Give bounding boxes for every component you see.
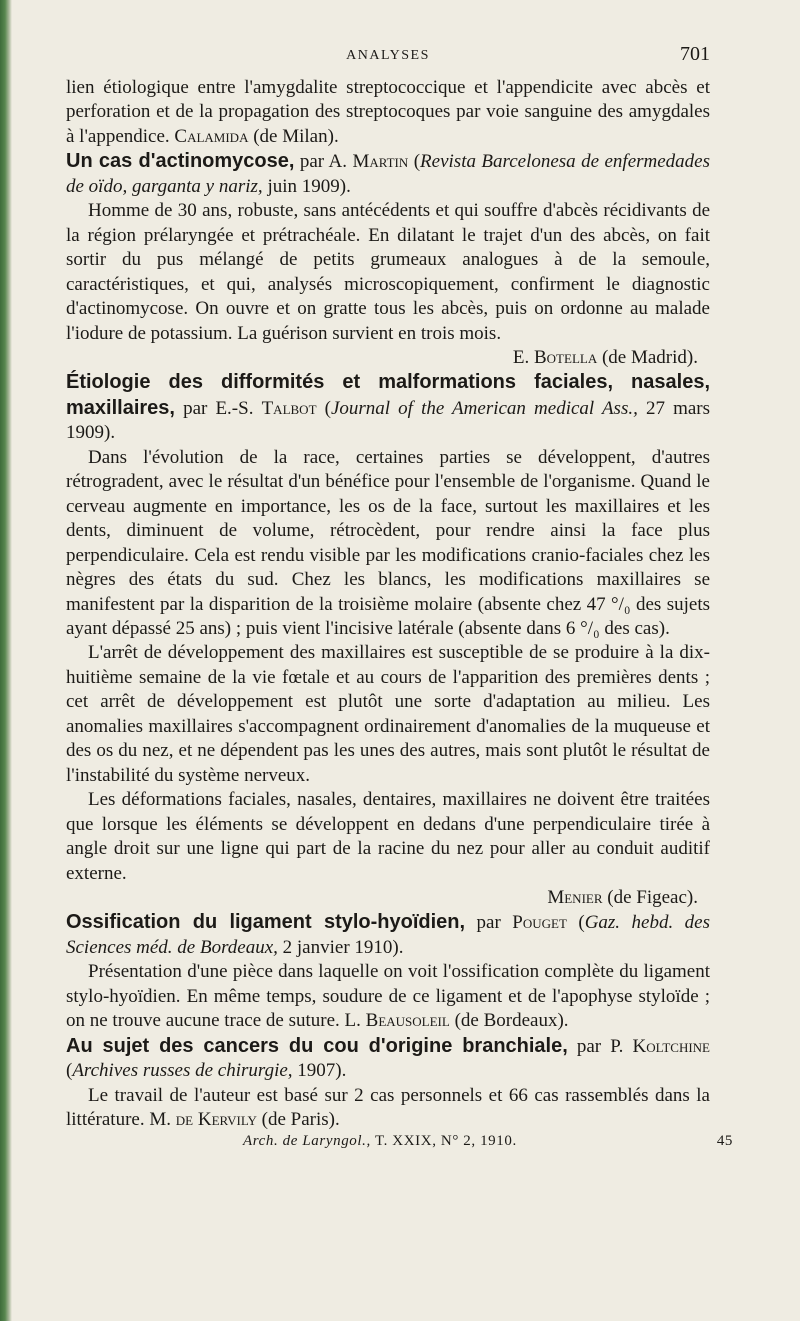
article-heading-actinomycose: Un cas d'actinomycose, par A. Martin (Revista Barcelonesa de enfermedades de oïdo, garganta y nariz, juin 1909).: [66, 150, 710, 197]
article-title: Ossification du ligament stylo-hyoïdien,: [66, 911, 466, 934]
article-heading-etiologie: Étiologie des difformités et malformations faciales, nasales, maxillaires, par E.-S. Talbot (Journal of the American medical Ass., 27 mars 1909).: [66, 371, 711, 444]
running-title: ANALYSES: [346, 48, 430, 63]
article-source: Archives russes de chirurgie,: [72, 1060, 293, 1082]
article-heading-cancers: Au sujet des cancers du cou d'origine branchiale, par P. Koltchine (Archives russes de chirurgie, 1907).: [66, 1034, 710, 1082]
abstract-paragraph: Dans l'évolution de la race, certaines parties se développent, d'autres rétrogradent, avec le résultat d'un bénéfice pour l'ensemble de l'organisme. Quand le cerveau augmente en importance, les os de la face, surtout les maxillaires et les dents, diminuent de volume, rétrocèdent, pour rendre ainsi la face plus perpendiculaire. Cela est rendu visible par les modifications cranio-faciales chez les nègres des états du sud. Chez les blancs, les modifications maxillaires se manifestent par la disparition de la troisième molaire (absente chez 47 °/₀ des sujets ayant dépassé 25 ans) ; puis vient l'incisive latérale (absente dans 6 °/₀ des cas).: [66, 446, 710, 639]
article-author: Martin: [352, 151, 409, 173]
reviewer-signature: Calamida (de Milan).: [174, 125, 339, 147]
reviewer-signature: Menier (de Figeac).: [547, 886, 698, 908]
journal-volume: T. XXIX, N° 2, 1910.: [370, 1133, 517, 1150]
article-author: Pouget: [512, 912, 567, 934]
page-number: 701: [680, 43, 710, 65]
page-footer: [66, 1133, 734, 1150]
article-heading-ossification: Ossification du ligament stylo-hyoïdien, par Pouget (Gaz. hebd. des Sciences méd. de Bordeaux, 2 janvier 1910).: [66, 911, 710, 958]
article-title: Un cas d'actinomycose,: [66, 150, 295, 173]
article-author: Talbot: [261, 397, 317, 419]
article-source: Revista Barcelonesa de enfermedades de oïdo, garganta y nariz,: [66, 151, 710, 197]
abstract-paragraph: Le travail de l'auteur est basé sur 2 cas personnels et 66 cas rassemblés dans la littérature. M. de Kervily (de Paris).: [66, 1084, 710, 1131]
article-source: Gaz. hebd. des Sciences méd. de Bordeaux,: [66, 912, 710, 958]
page: [66, 40, 734, 1150]
page-header: [66, 40, 710, 76]
article-source: Journal of the American medical Ass.,: [330, 397, 638, 419]
article-title: Au sujet des cancers du cou d'origine branchiale,: [66, 1034, 568, 1057]
article-author: Koltchine: [632, 1035, 710, 1057]
abstract-text: Homme de 30 ans, robuste, sans antécédents et qui souffre d'abcès récidivants de la région prélaryngée et prétrachéale. En dilatant le trajet d'un des abcès, on fait sortir du pus mélangé de petits grumeaux analogues à de la semoule, caractéristiques, et qui, analysés microscopiquement, confirment le diagnostic d'actinomycose. On ouvre et on gratte tous les abcès, puis on ordonne au malade l'iodure de potassium. La guérison survient en trois mois.: [66, 200, 710, 344]
sheet-signature: 45: [716, 1133, 734, 1150]
article-title: Étiologie des difformités et malformations faciales, nasales, maxillaires,: [66, 371, 710, 419]
abstract-paragraph: Présentation d'une pièce dans laquelle on voit l'ossification complète du ligament stylo-hyoïdien. En même temps, soudure de ce ligament et de l'apophyse styloïde ; on ne trouve aucune trace de suture. L. Beausoleil (de Bordeaux).: [66, 961, 710, 1032]
journal-name: Arch. de Laryngol.,: [242, 1133, 371, 1150]
abstract-paragraph: Les déformations faciales, nasales, dentaires, maxillaires ne doivent être traitées que lorsque les éléments se développent en dedans d'une perpendiculaire tirée à angle droit sur une ligne qui part de la racine du nez pour aller au conduit auditif externe.: [66, 789, 710, 884]
reviewer-signature: M. de Kervily (de Paris).: [149, 1109, 340, 1131]
abstract-calamida-body: [66, 76, 710, 149]
reviewer-signature: L. Beausoleil (de Bordeaux).: [344, 1010, 569, 1032]
abstract-text: lien étiologique entre l'amygdalite streptococcique et l'appendicite avec abcès et perforation et de la propagation des streptocoques par voie sanguine des amygdales à l'appendice.: [66, 77, 710, 147]
reviewer-signature: E. Botella (de Madrid).: [512, 346, 698, 368]
abstract-paragraph: L'arrêt de développement des maxillaires est susceptible de se produire à la dix-huitième semaine de la vie fœtale et au cours de l'apparition des premières dents ; cet arrêt de développement est plutôt une sorte d'adaptation au milieu. Les anomalies maxillaires s'accompagnent ordinairement d'anomalies de la muqueuse et des os du nez, et ne dépendent pas les unes des autres, mais sont plutôt le résultat de l'instabilité du système nerveux.: [66, 642, 710, 786]
binding-edge: [0, 0, 12, 1321]
